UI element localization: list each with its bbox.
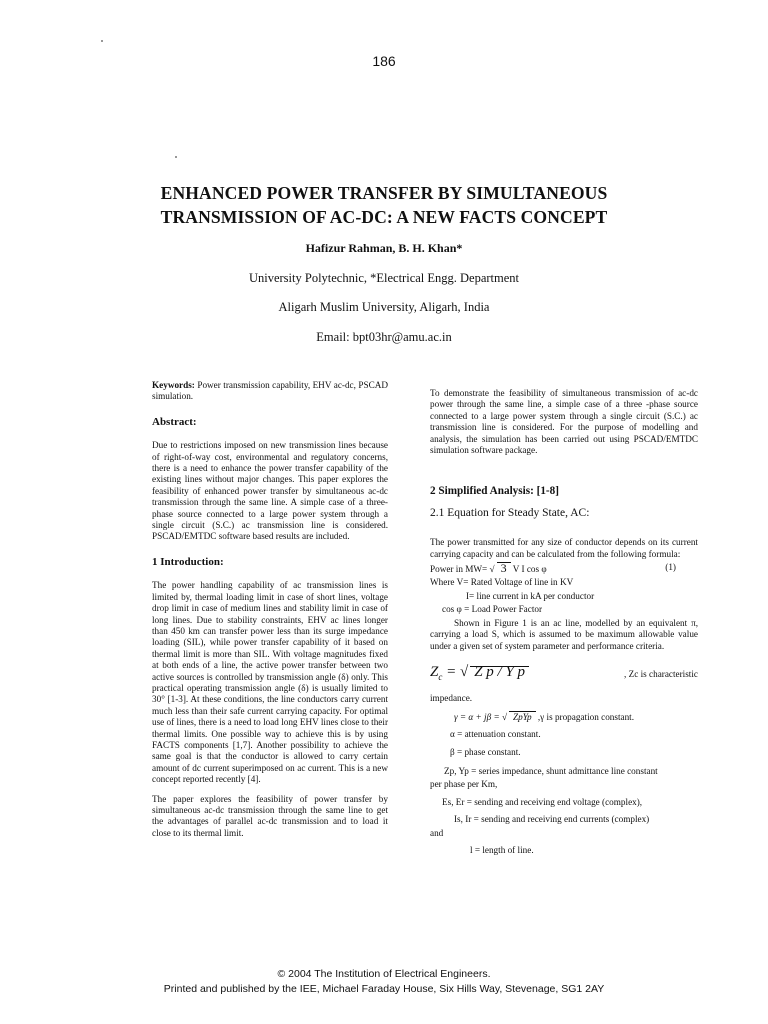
introduction-heading: 1 Introduction: — [152, 555, 224, 568]
authors: Hafizur Rahman, B. H. Khan* — [305, 241, 463, 255]
where-v: Where V= Rated Voltage of line in KV — [430, 577, 574, 588]
zc-sqrt: Z p / Y p — [470, 666, 529, 678]
speck — [101, 40, 103, 42]
gamma-sqrt: ZpYp — [509, 711, 536, 723]
gamma-eq: γ = α + jβ = — [454, 711, 502, 722]
gamma-description: ,γ is propagation constant. — [535, 711, 635, 722]
equation-1-rest: V I cos φ — [510, 564, 547, 575]
equation-1: Power in MW= √ 3 V I cos φ (1) — [430, 562, 698, 575]
keywords-label: Keywords: — [152, 380, 195, 390]
section-2-heading: 2 Simplified Analysis: [1-8] — [430, 485, 559, 498]
introduction-paragraph-1: The power handling capability of ac transmission lines is limited by, thermal loading limit in case of short lines, voltage drop limit in case of medium lines and stability limit in case of long lines. Due to stability constraints, EHV ac lines longer than 450 km can transfer power less than its surge impedance loading (SIL), while power transfer capability of it based on thermal limit is more than SIL. With voltage magnitudes fixed at both ends of a line, the active power transfer between two active sources is controlled by transmission angle (δ) only. This practical operating transmission angle (δ) is usually limited to 30° [1-3]. At these conditions, the line conductors carry current much less than their safe current carrying capacity. For optimal use of lines, there is a need to load long EHV lines close to their thermal limits. One possible way to achieve this is by using FACTS components [1,7]. Another possibility to achieve the same goal is that the conductor is allowed to carry certain amount of dc current superimposed on ac current. This is a new concept reported recently [4]. — [152, 580, 388, 785]
power-formula-intro: The power transmitted for any size of conductor depends on its current carrying capacity and can be calculated from the following formula: — [430, 537, 698, 559]
email: Email: bpt03hr@amu.ac.in — [316, 330, 452, 344]
equation-1-sqrt: 3 — [497, 562, 511, 574]
equivalent-pi-paragraph: Shown in Figure 1 is an ac line, modelled by an equivalent π, carrying a load S, which is assumed to be maximum allowable value under a given set of system parameter and performance criteria. — [430, 617, 698, 651]
zc-equation: $Z_c$ = √ Z p / Y p , Zc is characteristic — [430, 663, 698, 682]
gamma-equation: γ = α + jβ = √ ZpYp ,γ is propagation constant. — [454, 711, 635, 722]
equation-1-number: (1) — [665, 562, 676, 573]
keywords — [152, 380, 388, 403]
where-cos: cos φ = Load Power Factor — [442, 604, 543, 615]
and-text: and — [430, 827, 444, 838]
zc-lhs: Z — [430, 663, 439, 680]
zc-eq: = — [442, 663, 460, 680]
paper-title — [80, 181, 688, 229]
left-column — [152, 380, 388, 839]
right-column — [430, 380, 698, 858]
title-line-1: ENHANCED POWER TRANSFER BY SIMULTANEOUS — [160, 183, 608, 203]
es-er-definition: Es, Er = sending and receiving end voltage (complex), — [442, 796, 643, 807]
section-2-1-heading: 2.1 Equation for Steady State, AC: — [430, 506, 590, 519]
affiliation-line-2: Aligarh Muslim University, Aligarh, India — [278, 300, 490, 314]
speck — [175, 156, 177, 158]
equation-1-lhs: Power in MW= — [430, 564, 490, 575]
title-line-2: TRANSMISSION OF AC-DC: A NEW FACTS CONCEPT — [160, 207, 608, 227]
length-definition: l = length of line. — [470, 844, 534, 855]
publisher-footer: Printed and published by the IEE, Michael Faraday House, Six Hills Way, Stevenage, SG1 2AY — [163, 983, 605, 995]
abstract-text: Due to restrictions imposed on new transmission lines because of right-of-way cost, environmental and regulatory concerns, there is a need to enhance the power transfer capability of the existing lines without major changes. This paper explores the feasibility of enhanced power transfer by simultaneous ac-dc transmission through the same line. A simple case of a three-phase source connected to a large power system through a single circuit (S.C.) ac transmission line is considered. PSCAD/EMTDC software based results are included. — [152, 440, 388, 542]
impedance-text: impedance. — [430, 693, 473, 704]
where-i: I= line current in kA per conductor — [466, 590, 595, 601]
keywords-text: Power transmission capability, EHV ac-dc, PSCAD simulation. — [152, 380, 389, 402]
alpha-definition: α = attenuation constant. — [450, 729, 541, 740]
copyright-footer: © 2004 The Institution of Electrical Engineers. — [277, 968, 491, 980]
abstract-heading: Abstract: — [152, 415, 197, 428]
zc-description: , Zc is characteristic — [624, 668, 698, 679]
zc-sub: c — [438, 671, 443, 682]
zp-yp-definition: Zp, Yp = series impedance, shunt admittance line constant — [444, 765, 658, 776]
is-ir-definition: Is, Ir = sending and receiving end currents (complex) — [454, 814, 650, 825]
introduction-paragraph-2: The paper explores the feasibility of power transfer by simultaneous ac-dc transmission through the same line to get the advantages of parallel ac-dc transmission and to load it close to its thermal limit. — [152, 793, 388, 838]
feasibility-paragraph: To demonstrate the feasibility of simultaneous transmission of ac-dc power through the same line, a simple case of a three -phase source connected to a large power system through a single circuit (S.C.) ac transmission line is considered. For the purpose of modelling and analysis, the simulation has been carried out using PSCAD/EMTDC simulation software package. — [430, 388, 698, 456]
page-number: 186 — [372, 53, 396, 69]
beta-definition: β = phase constant. — [450, 746, 521, 757]
affiliation-line-1: University Polytechnic, *Electrical Engg. Department — [248, 271, 520, 285]
per-phase-text: per phase per Km, — [430, 779, 498, 790]
